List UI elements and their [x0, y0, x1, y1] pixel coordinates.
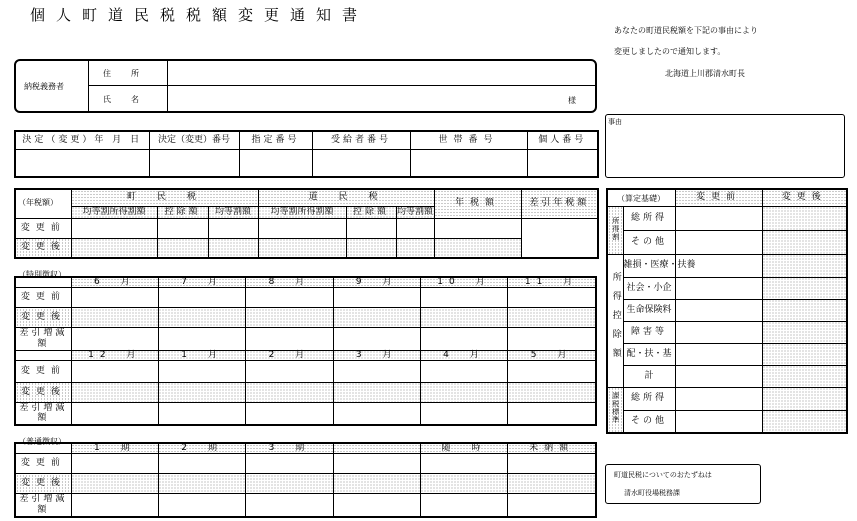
cell[interactable] — [208, 218, 258, 238]
ordinary-row-before: 変更前 — [15, 454, 71, 474]
recipient-number-header: 受給者番号 — [312, 131, 410, 149]
month-header: 6 月 — [71, 277, 158, 288]
month-header: 2 月 — [246, 350, 333, 360]
month-header: 7 月 — [158, 277, 245, 288]
basis-item: その他 — [623, 410, 675, 433]
cell[interactable] — [420, 288, 507, 308]
cell[interactable] — [246, 494, 333, 517]
basis-before-header: 変更前 — [675, 189, 762, 206]
cell[interactable] — [508, 288, 596, 308]
cell[interactable] — [333, 494, 420, 517]
period-header — [333, 443, 420, 454]
pref-per-capita-header: 均等割額 — [397, 206, 434, 217]
personal-number-header: 個人番号 — [527, 131, 598, 149]
special-row-after: 変更後 — [15, 308, 71, 328]
cell[interactable] — [675, 321, 762, 343]
cell[interactable] — [508, 402, 596, 425]
ordinary-collection-table — [14, 442, 597, 518]
cell[interactable] — [71, 308, 158, 328]
month-header: 1 月 — [158, 350, 245, 360]
cell[interactable] — [420, 402, 507, 425]
basis-item: その他 — [623, 230, 675, 254]
basis-item: 生命保険料 — [623, 299, 675, 321]
cell[interactable] — [508, 494, 596, 517]
cell[interactable] — [71, 382, 158, 402]
period-header: 未納額 — [508, 443, 596, 454]
cell[interactable] — [157, 218, 208, 238]
cell[interactable] — [675, 206, 762, 230]
month-header: 4 月 — [420, 350, 507, 360]
cell[interactable] — [333, 288, 420, 308]
cell[interactable] — [675, 230, 762, 254]
divider — [88, 61, 89, 111]
special-row-diff: 差引増減額 — [15, 328, 71, 351]
cell[interactable] — [333, 382, 420, 402]
cell[interactable] — [158, 360, 245, 382]
cell[interactable] — [71, 402, 158, 425]
cell[interactable] — [420, 474, 507, 494]
cell[interactable] — [420, 382, 507, 402]
cell[interactable] — [71, 454, 158, 474]
page-title: 個人町道民税税額変更通知書 — [30, 6, 369, 24]
address-label: 住 所 — [103, 69, 145, 78]
cell[interactable] — [762, 254, 847, 277]
cell[interactable] — [158, 288, 245, 308]
cell[interactable] — [158, 328, 245, 351]
town-per-capita-header: 均等割額 — [208, 206, 258, 218]
month-header: 9 月 — [333, 277, 420, 288]
inquiry-line-1: 町道民税についてのおたずねは — [614, 471, 712, 479]
cell[interactable] — [675, 277, 762, 299]
household-number-value[interactable] — [410, 149, 527, 177]
cell[interactable] — [420, 454, 507, 474]
cell[interactable] — [508, 328, 596, 351]
cell[interactable] — [71, 360, 158, 382]
cell[interactable] — [333, 328, 420, 351]
cell[interactable] — [420, 494, 507, 517]
cell[interactable] — [420, 328, 507, 351]
cell[interactable] — [333, 402, 420, 425]
period-header: 2 期 — [158, 443, 245, 454]
cell[interactable] — [762, 299, 847, 321]
household-number-header: 世帯番号 — [410, 131, 527, 149]
cell[interactable] — [434, 218, 521, 238]
cell[interactable] — [508, 474, 596, 494]
cell[interactable] — [246, 360, 333, 382]
cell[interactable] — [762, 410, 847, 433]
cell[interactable] — [762, 206, 847, 230]
basis-group-3: 課税標準 — [611, 392, 620, 425]
cell[interactable] — [71, 288, 158, 308]
cell[interactable] — [508, 308, 596, 328]
pref-income-levy-header: 均等割所得割額 — [258, 206, 346, 218]
cell[interactable] — [208, 238, 258, 258]
cell[interactable] — [246, 454, 333, 474]
cell[interactable] — [675, 299, 762, 321]
special-section-label: （特別徴収） — [18, 270, 66, 279]
annual-row-before: 変更前 — [15, 218, 71, 238]
month-header: 11 月 — [508, 277, 596, 288]
cell[interactable] — [420, 308, 507, 328]
basis-item: 総所得 — [623, 206, 675, 230]
special-row-before: 変更前 — [15, 288, 71, 308]
cell[interactable] — [346, 238, 396, 258]
cell[interactable] — [258, 238, 346, 258]
month-header: 12 月 — [71, 350, 158, 360]
cell[interactable] — [508, 454, 596, 474]
town-deduction-header: 控除額 — [157, 206, 208, 218]
cell[interactable] — [508, 382, 596, 402]
ordinary-row-after: 変更後 — [15, 474, 71, 494]
cell[interactable] — [762, 321, 847, 343]
cell[interactable] — [675, 387, 762, 410]
period-header: 3 期 — [246, 443, 333, 454]
basis-item: 総所得 — [623, 387, 675, 410]
cell[interactable] — [333, 454, 420, 474]
cell[interactable] — [762, 277, 847, 299]
basis-table — [606, 188, 848, 434]
cell[interactable] — [675, 410, 762, 433]
cell[interactable] — [346, 218, 396, 238]
notice-issuer: 北海道上川郡清水町長 — [665, 69, 745, 78]
special-row-after-2: 変更後 — [15, 382, 71, 402]
annual-section-label: （年税額） — [18, 198, 58, 207]
cell[interactable] — [762, 387, 847, 410]
decision-number-value[interactable] — [149, 149, 239, 177]
cell[interactable] — [157, 238, 208, 258]
net-annual-amount-header: 差引年税額 — [521, 189, 598, 218]
cell[interactable] — [246, 382, 333, 402]
cell[interactable] — [675, 365, 762, 387]
decision-number-header: 決定（変更）番号 — [149, 131, 239, 149]
cell[interactable] — [396, 238, 434, 258]
pref-deduction-header: 控除額 — [346, 206, 396, 218]
decision-table — [14, 130, 599, 178]
cell[interactable] — [71, 238, 157, 258]
cell[interactable] — [762, 230, 847, 254]
cell[interactable] — [158, 382, 245, 402]
cell[interactable] — [71, 328, 158, 351]
cell[interactable] — [71, 494, 158, 517]
town-income-levy-header: 均等割所得割額 — [71, 206, 157, 218]
month-header: 3 月 — [333, 350, 420, 360]
cell[interactable] — [333, 474, 420, 494]
basis-item: 計 — [623, 365, 675, 387]
divider — [167, 61, 168, 111]
cell[interactable] — [434, 238, 521, 258]
decision-date-header: 決定（変更）年 月 日 — [15, 131, 149, 149]
notice-line-2: 変更しましたので通知します。 — [614, 47, 726, 56]
ordinary-section-label: （普通徴収） — [18, 437, 66, 446]
cell[interactable] — [396, 218, 434, 238]
cell[interactable] — [246, 288, 333, 308]
annual-tax-table — [14, 188, 599, 259]
special-row-diff-2: 差引増減額 — [15, 402, 71, 425]
cell[interactable] — [258, 218, 346, 238]
divider — [88, 85, 595, 86]
period-header: 1 期 — [71, 443, 158, 454]
cell[interactable] — [158, 454, 245, 474]
reason-label: 事由 — [608, 118, 622, 126]
cell[interactable] — [762, 343, 847, 365]
cell[interactable] — [420, 360, 507, 382]
cell[interactable] — [71, 474, 158, 494]
net-annual-amount-value[interactable] — [521, 218, 598, 258]
month-header: 5 月 — [508, 350, 596, 360]
basis-after-header: 変更後 — [762, 189, 847, 206]
month-header: 10 月 — [420, 277, 507, 288]
cell[interactable] — [158, 402, 245, 425]
name-label: 氏 名 — [103, 95, 145, 104]
basis-item: 雑損・医療・扶養 — [623, 254, 675, 277]
annual-row-after: 変更後 — [15, 238, 71, 258]
cell[interactable] — [246, 474, 333, 494]
reason-box[interactable] — [605, 114, 845, 178]
cell[interactable] — [675, 343, 762, 365]
special-collection-table — [14, 276, 597, 426]
basis-section-label: （算定基礎） — [617, 194, 665, 203]
month-header: 8 月 — [246, 277, 333, 288]
taxpayer-label: 納税義務者 — [24, 82, 64, 91]
cell[interactable] — [333, 308, 420, 328]
ordinary-row-diff: 差引増減額 — [15, 494, 71, 517]
annual-amount-header: 年税額 — [434, 189, 521, 218]
basis-item: 社会・小企 — [623, 277, 675, 299]
honorific: 様 — [568, 96, 576, 105]
town-tax-header: 町 民 税 — [71, 189, 258, 206]
cell[interactable] — [333, 360, 420, 382]
cell[interactable] — [508, 360, 596, 382]
basis-group-1: 所得割 — [611, 216, 620, 241]
decision-date-value[interactable] — [15, 149, 149, 177]
cell[interactable] — [246, 328, 333, 351]
cell[interactable] — [71, 218, 157, 238]
cell[interactable] — [762, 365, 847, 387]
designation-number-value[interactable] — [239, 149, 312, 177]
cell[interactable] — [246, 402, 333, 425]
address-value[interactable] — [170, 63, 590, 83]
pref-tax-header: 道 民 税 — [258, 189, 434, 206]
special-row-before-2: 変更前 — [15, 360, 71, 382]
designation-number-header: 指定番号 — [239, 131, 312, 149]
inquiry-line-2: 清水町役場税務課 — [624, 489, 680, 497]
cell[interactable] — [158, 494, 245, 517]
name-value[interactable] — [170, 88, 560, 108]
basis-item: 配・扶・基 — [623, 343, 675, 365]
cell[interactable] — [246, 308, 333, 328]
basis-item: 障害等 — [623, 321, 675, 343]
period-header: 随 時 — [420, 443, 507, 454]
notice-line-1: あなたの町道民税額を下記の事由により — [614, 26, 758, 35]
recipient-number-value[interactable] — [312, 149, 410, 177]
cell[interactable] — [158, 308, 245, 328]
basis-group-2: 所得控除額 — [610, 271, 621, 367]
personal-number-value[interactable] — [527, 149, 598, 177]
cell[interactable] — [158, 474, 245, 494]
